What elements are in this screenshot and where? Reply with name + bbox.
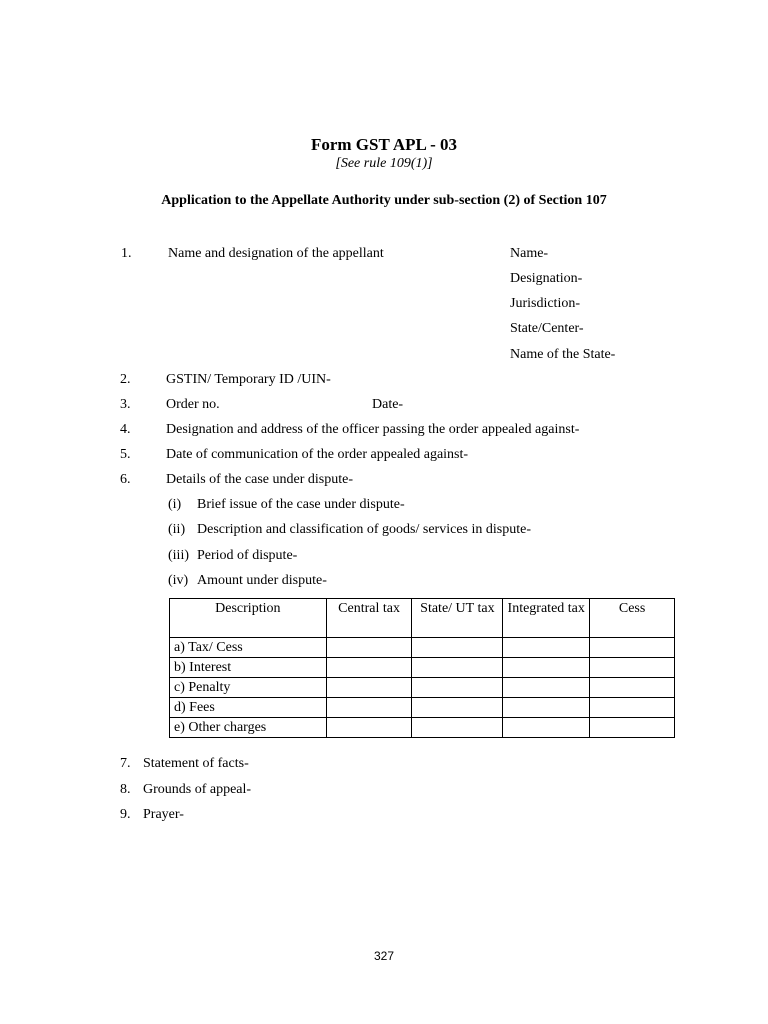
item-6-sub-4-number: (iv) xyxy=(168,573,189,588)
item-3-number: 3. xyxy=(120,397,131,412)
appellant-state-center-field: State/Center- xyxy=(510,321,584,336)
item-8-label: Grounds of appeal- xyxy=(143,782,252,797)
item-9-number: 9. xyxy=(120,807,131,822)
table-cell xyxy=(590,638,675,658)
item-6-sub-1-label: Brief issue of the case under dispute- xyxy=(197,497,405,512)
table-row xyxy=(170,698,675,718)
item-6-sub-2-number: (ii) xyxy=(168,522,186,537)
column-header-cess: Cess xyxy=(590,599,675,638)
form-title: Form GST APL - 03 xyxy=(310,135,458,154)
item-6-number: 6. xyxy=(120,472,131,487)
item-7-number: 7. xyxy=(120,756,131,771)
item-2-number: 2. xyxy=(120,372,131,387)
row-label-tax-cess: a) Tax/ Cess xyxy=(170,638,327,658)
item-3-date-label: Date- xyxy=(372,397,404,412)
item-6-sub-3-label: Period of dispute- xyxy=(197,548,298,563)
item-4-number: 4. xyxy=(120,422,131,437)
item-6-sub-1-number: (i) xyxy=(168,497,182,512)
table-cell xyxy=(412,638,503,658)
table-cell xyxy=(590,678,675,698)
column-header-central-tax: Central tax xyxy=(326,599,412,638)
table-cell xyxy=(590,698,675,718)
page-number: 327 xyxy=(373,949,395,963)
amount-under-dispute-table xyxy=(169,598,675,738)
table-cell xyxy=(326,658,412,678)
form-heading: Application to the Appellate Authority under sub-section (2) of Section 107 xyxy=(161,193,607,208)
table-cell xyxy=(503,678,590,698)
item-6-sub-4-label: Amount under dispute- xyxy=(197,573,327,588)
table-cell xyxy=(326,718,412,738)
table-cell xyxy=(412,658,503,678)
table-cell xyxy=(503,638,590,658)
table-cell xyxy=(503,658,590,678)
row-label-other-charges: e) Other charges xyxy=(170,718,327,738)
table-cell xyxy=(326,678,412,698)
item-6-sub-3-number: (iii) xyxy=(168,548,189,563)
item-1-number: 1. xyxy=(121,246,132,261)
appellant-name-field: Name- xyxy=(510,246,549,261)
form-rule-reference: [See rule 109(1)] xyxy=(335,156,433,171)
table-row xyxy=(170,718,675,738)
appellant-state-name-field: Name of the State- xyxy=(510,347,616,362)
appellant-jurisdiction-field: Jurisdiction- xyxy=(510,296,580,311)
table-row xyxy=(170,678,675,698)
row-label-fees: d) Fees xyxy=(170,698,327,718)
item-2-label: GSTIN/ Temporary ID /UIN- xyxy=(166,372,331,387)
table-cell xyxy=(412,718,503,738)
column-header-description: Description xyxy=(170,599,327,638)
item-5-number: 5. xyxy=(120,447,131,462)
item-6-sub-2-label: Description and classification of goods/ services in dispute- xyxy=(197,522,531,537)
table-cell xyxy=(590,658,675,678)
item-5-label: Date of communication of the order appealed against- xyxy=(166,447,469,462)
appellant-designation-field: Designation- xyxy=(510,271,583,286)
table-cell xyxy=(503,718,590,738)
table-row xyxy=(170,638,675,658)
table-cell xyxy=(503,698,590,718)
table-cell xyxy=(412,698,503,718)
table-cell xyxy=(326,698,412,718)
item-8-number: 8. xyxy=(120,782,131,797)
item-6-label: Details of the case under dispute- xyxy=(166,472,353,487)
table-cell xyxy=(412,678,503,698)
item-4-label: Designation and address of the officer passing the order appealed against- xyxy=(166,422,580,437)
row-label-penalty: c) Penalty xyxy=(170,678,327,698)
item-1-label: Name and designation of the appellant xyxy=(168,246,384,261)
table-cell xyxy=(590,718,675,738)
table-header-row xyxy=(170,599,675,638)
item-7-label: Statement of facts- xyxy=(143,756,249,771)
item-9-label: Prayer- xyxy=(143,807,184,822)
table-cell xyxy=(326,638,412,658)
row-label-interest: b) Interest xyxy=(170,658,327,678)
item-3-label: Order no. xyxy=(166,397,220,412)
column-header-integrated-tax: Integrated tax xyxy=(503,599,590,638)
column-header-state-ut-tax: State/ UT tax xyxy=(412,599,503,638)
table-row xyxy=(170,658,675,678)
